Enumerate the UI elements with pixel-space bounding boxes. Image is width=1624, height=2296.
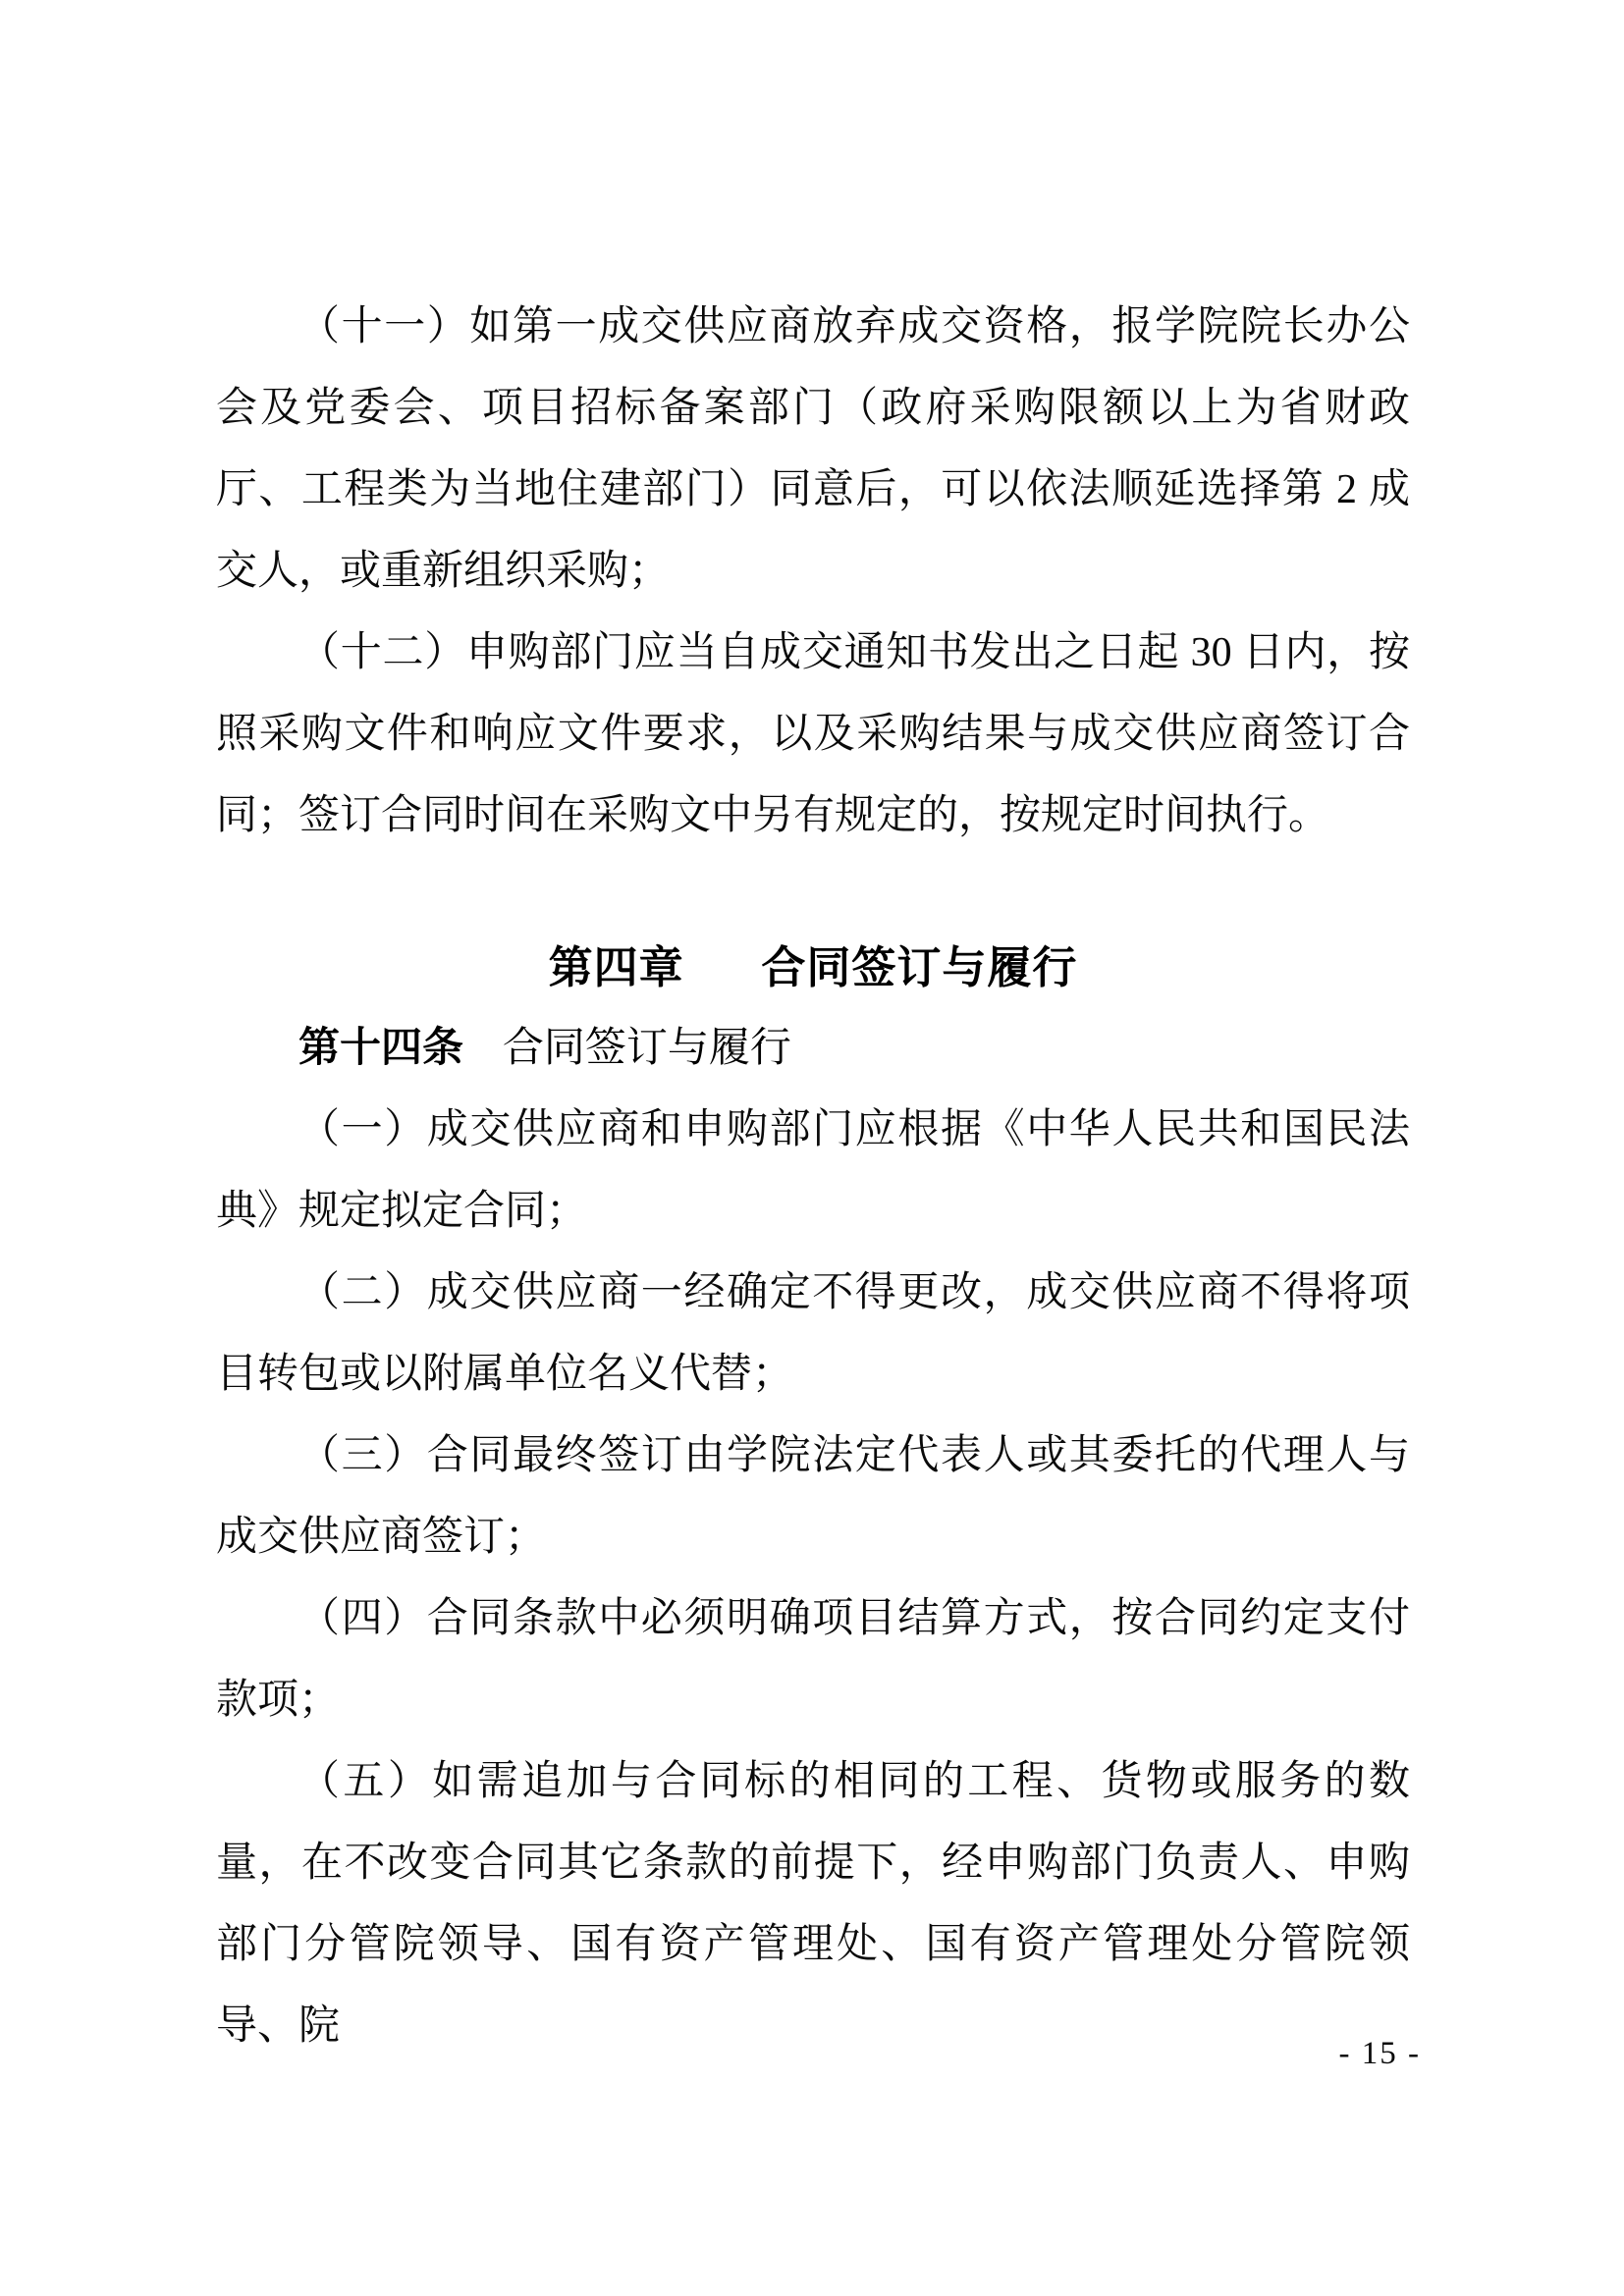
- chapter-title: 合同签订与履行: [761, 942, 1078, 992]
- chapter-number: 第四章: [548, 942, 684, 992]
- list-item-3: （三）合同最终签订由学院法定代表人或其委托的代理人与成交供应商签订；: [216, 1433, 1410, 1560]
- page-number: - 15 -: [1338, 2036, 1421, 2071]
- list-item-5: （五）如需追加与合同标的相同的工程、货物或服务的数量，在不改变合同其它条款的前提下，经申购部门负责人、申购部门分管院领导、国有资产管理处、国有资产管理处分管院领导、院: [216, 1759, 1410, 2049]
- document-content: [216, 287, 1410, 2067]
- body-paragraph-11: （十一）如第一成交供应商放弃成交资格，报学院院长办公会及党委会、项目招标备案部门（政府采购限额以上为省财政厅、工程类为当地住建部门）同意后，可以依法顺延选择第 2 成交人，或重新组织采购；: [216, 304, 1410, 594]
- article-number: 第十四条: [298, 1026, 464, 1071]
- chapter-heading: [216, 927, 1410, 1008]
- body-paragraph-12: （十二）申购部门应当自成交通知书发出之日起 30 日内，按照采购文件和响应文件要求，以及采购结果与成交供应商签订合同；签订合同时间在采购文中另有规定的，按规定时间执行。: [216, 630, 1410, 838]
- list-item-2: （二）成交供应商一经确定不得更改，成交供应商不得将项目转包或以附属单位名义代替；: [216, 1270, 1410, 1397]
- list-item-1: （一）成交供应商和申购部门应根据《中华人民共和国民法典》规定拟定合同；: [216, 1107, 1410, 1234]
- list-item-4: （四）合同条款中必须明确项目结算方式，按合同约定支付款项；: [216, 1596, 1410, 1723]
- article-heading: [216, 1008, 1410, 1090]
- article-title: 合同签订与履行: [502, 1026, 791, 1071]
